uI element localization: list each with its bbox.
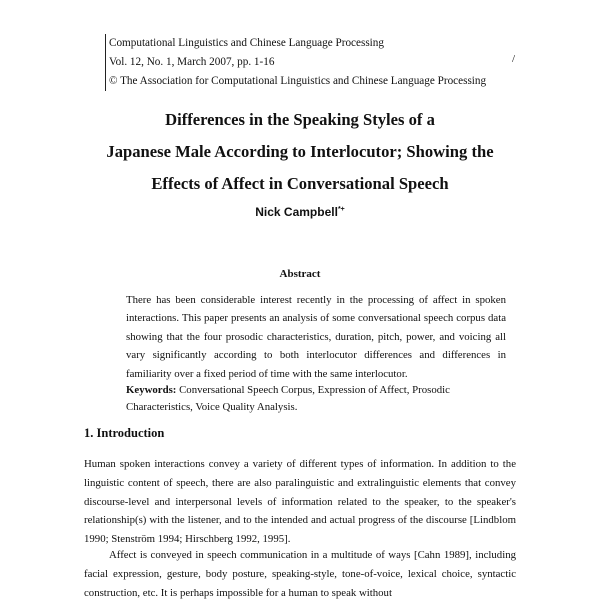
journal-volume: Vol. 12, No. 1, March 2007, pp. 1-16: [109, 56, 275, 68]
title-line-1: Differences in the Speaking Styles of a: [165, 110, 435, 129]
keywords-text: Conversational Speech Corpus, Expression of Affect, Prosodic Characteristics, Voice Quality Analysis.: [126, 384, 450, 413]
author: [0, 205, 600, 219]
title-line-3: Effects of Affect in Conversational Speech: [151, 174, 449, 193]
author-name: Nick Campbell: [255, 205, 338, 219]
author-affiliation-marks: *+: [337, 206, 345, 213]
header-slash-mark: /: [512, 53, 516, 65]
paper-title: [60, 104, 540, 200]
journal-header: [105, 34, 529, 91]
abstract-text: There has been considerable interest recently in the processing of affect in spoken interactions. This paper presents an analysis of some conversational speech corpus data showing that the four prosodic characteristics, duration, pitch, power, and voicing all vary significantly according to both interlocutor differences and differences in familiarity over a fixed period of time with the same interlocutor.: [126, 294, 506, 380]
title-line-2: Japanese Male According to Interlocutor; Showing the: [106, 142, 494, 161]
keywords: [126, 382, 506, 416]
body-paragraph-1: Human spoken interactions convey a variety of different types of information. In addition to the linguistic content of speech, there are also paralinguistic and extralinguistic elements that convey discourse-level and interpersonal levels of information related to the speaker, to the speaker's relationship(s) with the listener, and to the intended and actual progress of the discourse [Lindblom 1990; Stenström 1994; Hirschberg 1992, 1995].: [84, 458, 516, 546]
section-heading: 1. Introduction: [84, 426, 165, 440]
abstract-heading: Abstract: [279, 268, 321, 280]
body-paragraph-2: Affect is conveyed in speech communication in a multitude of ways [Cahn 1989], including facial expression, gesture, body posture, speaking-style, tone-of-voice, lexical choice, syntactic construction, etc. It is perhaps impossible for a human to speak without: [84, 549, 516, 599]
keywords-label: Keywords:: [126, 384, 177, 396]
journal-name: Computational Linguistics and Chinese Language Processing: [109, 37, 384, 49]
copyright-notice: © The Association for Computational Linguistics and Chinese Language Processing: [109, 75, 487, 87]
